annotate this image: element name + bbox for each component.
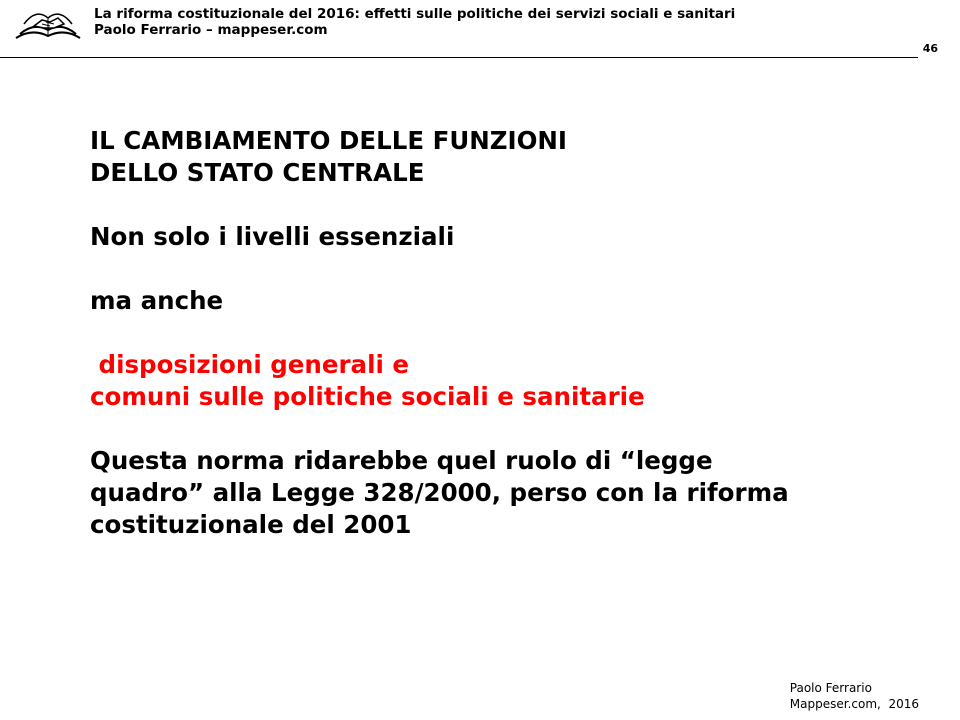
handshake-book-logo bbox=[14, 4, 82, 44]
highlight-line-1: disposizioni generali e bbox=[90, 350, 410, 379]
header-divider bbox=[0, 57, 918, 58]
highlight-line-2: comuni sulle politiche sociali e sanitarie bbox=[90, 382, 645, 411]
heading-line-2: DELLO STATO CENTRALE bbox=[90, 158, 425, 187]
page-number: 46 bbox=[922, 42, 938, 55]
paragraph-line-3: costituzionale del 2001 bbox=[90, 510, 412, 539]
footer-author: Paolo Ferrario bbox=[789, 681, 872, 695]
slide-header bbox=[94, 6, 735, 38]
header-subtitle: Paolo Ferrario – mappeser.com bbox=[94, 22, 328, 38]
paragraph-line-2: quadro” alla Legge 328/2000, perso con la riforma bbox=[90, 478, 789, 507]
slide-footer bbox=[790, 680, 919, 712]
text-ma-anche: ma anche bbox=[90, 286, 224, 315]
paragraph-line-1: Questa norma ridarebbe quel ruolo di “legge bbox=[90, 446, 713, 475]
slide-body bbox=[90, 125, 920, 541]
footer-site: Mappeser.com, 2016 bbox=[789, 697, 919, 711]
header-title: La riforma costituzionale del 2016: effetti sulle politiche dei servizi sociali e sanitari bbox=[94, 6, 736, 22]
text-livelli: Non solo i livelli essenziali bbox=[90, 222, 455, 251]
heading-line-1: IL CAMBIAMENTO DELLE FUNZIONI bbox=[90, 126, 568, 155]
